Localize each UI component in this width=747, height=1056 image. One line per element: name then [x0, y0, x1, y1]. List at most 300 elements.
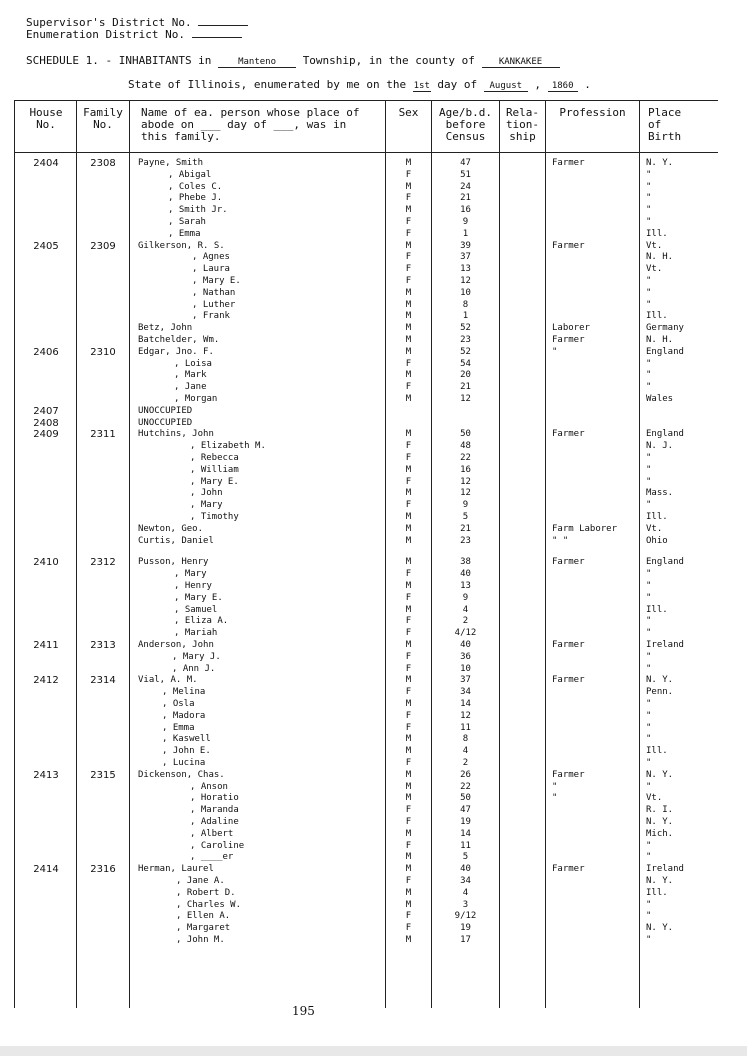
person-age: 26 — [460, 769, 471, 780]
divider-age-relation — [499, 100, 500, 1008]
person-name: Anderson, John — [138, 640, 214, 650]
person-birthplace: " — [646, 569, 652, 580]
person-name: Curtis, Daniel — [138, 535, 214, 546]
divider-relation-profession — [545, 100, 546, 1008]
person-birthplace: Ill. — [646, 311, 668, 322]
person-birthplace: " — [646, 911, 652, 922]
col-header-age: Age/b.d. before Census — [439, 106, 492, 143]
person-name: , Nathan — [192, 287, 236, 298]
person-age: 4 — [462, 604, 469, 615]
person-age: 23 — [460, 535, 471, 546]
person-name: , Emma — [162, 722, 195, 733]
person-sex: M — [405, 581, 412, 591]
person-name: , Mary — [190, 500, 223, 511]
person-age: 5 — [462, 512, 469, 522]
person-sex: M — [405, 781, 412, 792]
person-birthplace: " — [646, 734, 652, 745]
person-birthplace: " — [646, 699, 652, 709]
person-age: 39 — [460, 240, 471, 251]
person-birthplace: N. Y. — [646, 876, 674, 886]
person-age: 10 — [460, 287, 471, 298]
person-sex: F — [405, 500, 412, 511]
divider-family-name — [129, 100, 130, 1008]
person-name: Hutchins, John — [138, 429, 214, 440]
person-birthplace: Ill. — [646, 887, 668, 898]
person-sex: M — [405, 240, 412, 251]
person-birthplace: " — [646, 935, 652, 945]
person-sex: M — [405, 604, 412, 615]
family-number: 2314 — [90, 675, 116, 687]
person-age: 11 — [460, 840, 471, 851]
person-birthplace: Ireland — [646, 640, 684, 650]
person-birthplace: " — [646, 758, 652, 768]
person-name: , Lucina — [162, 758, 206, 768]
table-top-rule — [14, 100, 718, 101]
person-sex: M — [405, 299, 412, 310]
person-birthplace: Vt. — [646, 793, 663, 804]
person-birthplace: " — [646, 476, 652, 487]
person-sex: M — [405, 852, 412, 863]
person-sex: M — [405, 769, 412, 780]
person-sex: M — [405, 793, 412, 804]
person-sex: F — [405, 628, 412, 639]
house-number: 2405 — [33, 240, 59, 252]
person-birthplace: " — [646, 663, 652, 674]
family-number: 2309 — [90, 240, 116, 252]
person-birthplace: N. H. — [646, 335, 674, 345]
person-name: Batchelder, Wm. — [138, 335, 220, 345]
house-number: 2410 — [33, 557, 59, 569]
person-name: UNOCCUPIED — [138, 405, 193, 416]
person-profession: Farmer — [552, 240, 585, 251]
person-name: , Robert D. — [176, 887, 236, 898]
house-number: 2409 — [33, 429, 59, 441]
person-name: , Osla — [162, 699, 195, 709]
person-profession: Farmer — [552, 640, 585, 650]
person-sex: M — [405, 394, 412, 404]
person-name: , Madora — [162, 710, 206, 721]
person-birthplace: " — [646, 651, 652, 662]
person-sex: F — [405, 569, 412, 580]
person-age: 34 — [460, 687, 471, 698]
family-number: 2313 — [90, 640, 116, 651]
house-number: 2404 — [33, 158, 59, 169]
person-sex: M — [405, 523, 412, 534]
state-label: State of Illinois, enumerated by me on the — [128, 78, 407, 91]
person-name: , Mary E. — [190, 476, 239, 487]
person-age: 12 — [460, 710, 471, 721]
person-age: 4/12 — [454, 628, 477, 639]
person-name: , Morgan — [174, 394, 218, 404]
house-number: 2411 — [33, 640, 59, 651]
person-sex: F — [405, 722, 412, 733]
family-number: 2311 — [90, 429, 116, 441]
person-age: 19 — [460, 817, 471, 827]
person-age: 21 — [460, 193, 471, 204]
col-header-name: Name of ea. person whose place of abode on ___ day of ___, was in this family. — [141, 106, 360, 143]
family-number: 2312 — [90, 557, 116, 569]
person-age: 36 — [460, 651, 471, 662]
person-age: 19 — [460, 923, 471, 934]
person-profession: " — [552, 793, 558, 804]
person-age: 9 — [462, 217, 469, 227]
person-sex: F — [405, 710, 412, 721]
person-birthplace: " — [646, 581, 652, 591]
person-birthplace: " — [646, 840, 652, 851]
person-birthplace: " — [646, 722, 652, 733]
person-birthplace: " — [646, 205, 652, 216]
person-sex: M — [405, 323, 412, 334]
person-sex: F — [405, 616, 412, 627]
header-bottom-rule — [14, 152, 718, 153]
person-sex: M — [405, 512, 412, 522]
person-birthplace: Vt. — [646, 240, 663, 251]
person-profession: Farm Laborer — [552, 523, 618, 534]
person-name: , Phebe J. — [168, 193, 223, 204]
person-sex: M — [405, 311, 412, 322]
person-age: 23 — [460, 335, 471, 345]
person-age: 8 — [462, 734, 469, 745]
person-name: , Mariah — [174, 628, 218, 639]
col-header-family: Family No. — [83, 106, 123, 131]
person-sex: M — [405, 675, 412, 686]
person-name: Pusson, Henry — [138, 557, 209, 568]
person-age: 40 — [460, 864, 471, 875]
person-sex: M — [405, 346, 412, 357]
person-birthplace: Ill. — [646, 228, 668, 239]
person-name: , Luther — [192, 299, 236, 310]
person-birthplace: " — [646, 299, 652, 310]
person-name: , Laura — [192, 264, 230, 275]
supervisor-district-blank — [198, 25, 248, 26]
person-age: 1 — [462, 311, 469, 322]
person-name: , Ann J. — [172, 663, 216, 674]
person-birthplace: Mich. — [646, 828, 674, 839]
person-birthplace: " — [646, 592, 652, 603]
person-name: , Emma — [168, 228, 201, 239]
person-name: , Mark — [174, 370, 207, 381]
person-age: 52 — [460, 346, 471, 357]
person-age: 2 — [462, 616, 469, 627]
person-birthplace: " — [646, 500, 652, 511]
person-profession: Farmer — [552, 769, 585, 780]
person-sex: M — [405, 699, 412, 709]
schedule-label: SCHEDULE 1. - INHABITANTS in — [26, 54, 212, 67]
person-age: 21 — [460, 382, 471, 393]
person-age: 12 — [460, 276, 471, 286]
person-sex: F — [405, 817, 412, 827]
person-sex: F — [405, 441, 412, 452]
divider-profession-birth — [639, 100, 640, 1008]
person-sex: M — [405, 640, 412, 650]
person-name: , Eliza A. — [174, 616, 229, 627]
person-birthplace: Mass. — [646, 488, 674, 499]
supervisor-district-label: Supervisor's District No. — [26, 16, 192, 29]
person-profession: " — [552, 781, 558, 792]
house-number: 2414 — [33, 864, 59, 876]
person-age: 37 — [460, 252, 471, 263]
person-birthplace: England — [646, 429, 684, 440]
person-sex: F — [405, 217, 412, 227]
person-birthplace: England — [646, 346, 684, 357]
page-number: 195 — [292, 1004, 315, 1018]
person-name: , Henry — [174, 581, 212, 591]
person-name: UNOCCUPIED — [138, 417, 193, 428]
person-name: , Horatio — [190, 793, 239, 804]
person-sex: M — [405, 864, 412, 875]
person-sex: F — [405, 453, 412, 463]
person-name: , John — [190, 488, 223, 499]
person-birthplace: Ill. — [646, 604, 668, 615]
person-sex: M — [405, 746, 412, 757]
enumeration-district-label: Enumeration District No. — [26, 28, 185, 41]
person-birthplace: Wales — [646, 394, 674, 404]
person-birthplace: " — [646, 899, 652, 910]
person-sex: M — [405, 935, 412, 945]
person-age: 14 — [460, 828, 471, 839]
person-sex: M — [405, 335, 412, 345]
person-age: 16 — [460, 205, 471, 216]
family-number: 2316 — [90, 864, 116, 876]
col-header-relation: Rela- tion- ship — [505, 106, 540, 143]
person-birthplace: " — [646, 276, 652, 286]
person-name: , Caroline — [190, 840, 245, 851]
person-name: , Timothy — [190, 512, 239, 522]
line-end-mark: . — [584, 78, 591, 91]
person-age: 12 — [460, 488, 471, 499]
person-sex: F — [405, 252, 412, 263]
person-age: 21 — [460, 523, 471, 534]
col-header-profession: Profession — [559, 106, 626, 119]
person-age: 1 — [462, 228, 469, 239]
house-number: 2413 — [33, 769, 59, 781]
person-name: , Mary — [174, 569, 207, 580]
person-name: , John E. — [162, 746, 211, 757]
person-age: 14 — [460, 699, 471, 709]
person-age: 40 — [460, 569, 471, 580]
person-sex: M — [405, 181, 412, 192]
person-sex: F — [405, 276, 412, 286]
person-birthplace: England — [646, 557, 684, 568]
person-name: Dickenson, Chas. — [138, 769, 225, 780]
person-name: , ____er — [190, 852, 234, 863]
person-name: , Melina — [162, 687, 206, 698]
person-birthplace: Ill. — [646, 512, 668, 522]
person-birthplace: N. Y. — [646, 923, 674, 934]
person-name: , Ellen A. — [176, 911, 231, 922]
person-birthplace: N. Y. — [646, 158, 674, 168]
county-value: KANKAKEE — [482, 57, 560, 68]
person-name: , Jane A. — [176, 876, 225, 886]
person-birthplace: " — [646, 181, 652, 192]
col-header-house: House No. — [29, 106, 63, 131]
person-sex: F — [405, 228, 412, 239]
house-number: 2408 — [33, 417, 59, 429]
person-age: 4 — [462, 887, 469, 898]
person-birthplace: N. Y. — [646, 675, 674, 686]
person-birthplace: " — [646, 287, 652, 298]
person-birthplace: Ill. — [646, 746, 668, 757]
person-birthplace: N. H. — [646, 252, 674, 263]
person-age: 47 — [460, 805, 471, 816]
person-sex: M — [405, 828, 412, 839]
person-age: 22 — [460, 453, 471, 463]
person-sex: F — [405, 911, 412, 922]
person-birthplace: " — [646, 370, 652, 381]
person-sex: M — [405, 464, 412, 475]
person-name: Payne, Smith — [138, 158, 204, 168]
person-sex: M — [405, 535, 412, 546]
person-age: 10 — [460, 663, 471, 674]
person-sex: F — [405, 382, 412, 393]
person-name: , Frank — [192, 311, 230, 322]
person-birthplace: " — [646, 217, 652, 227]
person-birthplace: " — [646, 710, 652, 721]
person-sex: F — [405, 805, 412, 816]
house-number: 2406 — [33, 346, 59, 358]
person-sex: F — [405, 651, 412, 662]
scan-bottom-edge — [0, 1046, 747, 1056]
person-age: 12 — [460, 476, 471, 487]
person-age: 13 — [460, 581, 471, 591]
person-age: 17 — [460, 935, 471, 945]
person-name: , Sarah — [168, 217, 206, 227]
person-birthplace: N. Y. — [646, 769, 674, 780]
person-birthplace: Ohio — [646, 535, 668, 546]
person-age: 54 — [460, 358, 471, 369]
person-birthplace: " — [646, 382, 652, 393]
person-age: 20 — [460, 370, 471, 381]
person-age: 13 — [460, 264, 471, 275]
person-sex: F — [405, 840, 412, 851]
person-name: , William — [190, 464, 239, 475]
person-name: , Charles W. — [176, 899, 242, 910]
person-birthplace: Vt. — [646, 523, 663, 534]
person-name: , Maranda — [190, 805, 239, 816]
person-sex: M — [405, 899, 412, 910]
person-sex: F — [405, 592, 412, 603]
person-sex: M — [405, 205, 412, 216]
house-number: 2412 — [33, 675, 59, 687]
person-name: , Coles C. — [168, 181, 223, 192]
person-name: , Agnes — [192, 252, 230, 263]
house-number: 2407 — [33, 405, 59, 417]
person-name: Herman, Laurel — [138, 864, 214, 875]
person-sex: F — [405, 876, 412, 886]
person-profession: Farmer — [552, 557, 585, 568]
person-age: 40 — [460, 640, 471, 650]
person-birthplace: " — [646, 169, 652, 180]
day-value: 1st — [413, 81, 430, 91]
person-age: 22 — [460, 781, 471, 792]
person-age: 2 — [462, 758, 469, 768]
person-birthplace: N. Y. — [646, 817, 674, 827]
person-birthplace: " — [646, 358, 652, 369]
person-age: 52 — [460, 323, 471, 334]
person-profession: Farmer — [552, 335, 585, 345]
person-age: 5 — [462, 852, 469, 863]
col-header-sex: Sex — [398, 106, 419, 119]
person-age: 9/12 — [454, 911, 477, 922]
person-name: , John M. — [176, 935, 225, 945]
person-profession: " — [552, 346, 558, 357]
person-age: 37 — [460, 675, 471, 686]
year-separator: , — [534, 78, 542, 91]
person-age: 9 — [462, 500, 469, 511]
person-birthplace: Ireland — [646, 864, 684, 875]
person-birthplace: " — [646, 193, 652, 204]
person-age: 11 — [460, 722, 471, 733]
person-name: , Mary E. — [192, 276, 241, 286]
person-name: , Smith Jr. — [168, 205, 228, 216]
person-birthplace: N. J. — [646, 441, 674, 452]
year-value: 1860 — [548, 81, 578, 92]
person-sex: F — [405, 663, 412, 674]
census-table — [14, 100, 718, 1008]
person-age: 50 — [460, 429, 471, 440]
person-name: , Mary E. — [174, 592, 223, 603]
month-value: August — [484, 81, 528, 92]
person-name: , Margaret — [176, 923, 231, 934]
schedule-line — [26, 54, 560, 68]
person-name: , Albert — [190, 828, 234, 839]
person-age: 12 — [460, 394, 471, 404]
person-profession: Farmer — [552, 675, 585, 686]
person-birthplace: Penn. — [646, 687, 674, 698]
person-age: 4 — [462, 746, 469, 757]
person-age: 47 — [460, 158, 471, 168]
enumeration-district-blank — [192, 37, 242, 38]
enumeration-district-line — [26, 28, 242, 41]
person-profession: " " — [552, 535, 569, 546]
person-sex: F — [405, 923, 412, 934]
person-sex: M — [405, 370, 412, 381]
person-name: , Jane — [174, 382, 207, 393]
person-sex: F — [405, 193, 412, 204]
person-birthplace: Vt. — [646, 264, 663, 275]
person-sex: M — [405, 488, 412, 499]
person-birthplace: R. I. — [646, 805, 674, 816]
person-sex: M — [405, 287, 412, 298]
table-left-edge — [14, 100, 15, 1008]
person-profession: Farmer — [552, 429, 585, 440]
person-name: , Samuel — [174, 604, 218, 615]
person-profession: Laborer — [552, 323, 590, 334]
person-sex: M — [405, 429, 412, 440]
family-number: 2308 — [90, 158, 116, 169]
person-name: , Elizabeth M. — [190, 441, 266, 452]
person-sex: F — [405, 264, 412, 275]
person-birthplace: " — [646, 616, 652, 627]
person-birthplace: " — [646, 453, 652, 463]
person-age: 8 — [462, 299, 469, 310]
person-age: 50 — [460, 793, 471, 804]
person-age: 16 — [460, 464, 471, 475]
family-number: 2310 — [90, 346, 116, 358]
person-name: Betz, John — [138, 323, 193, 334]
state-line — [128, 78, 591, 92]
person-name: Vial, A. M. — [138, 675, 198, 686]
person-name: Gilkerson, R. S. — [138, 240, 225, 251]
day-of-label: day of — [437, 78, 478, 91]
person-birthplace: " — [646, 628, 652, 639]
person-birthplace: " — [646, 464, 652, 475]
person-name: , Rebecca — [190, 453, 239, 463]
person-age: 9 — [462, 592, 469, 603]
col-header-birth: Place of Birth — [648, 106, 682, 143]
person-age: 51 — [460, 169, 471, 180]
person-age: 3 — [462, 899, 469, 910]
